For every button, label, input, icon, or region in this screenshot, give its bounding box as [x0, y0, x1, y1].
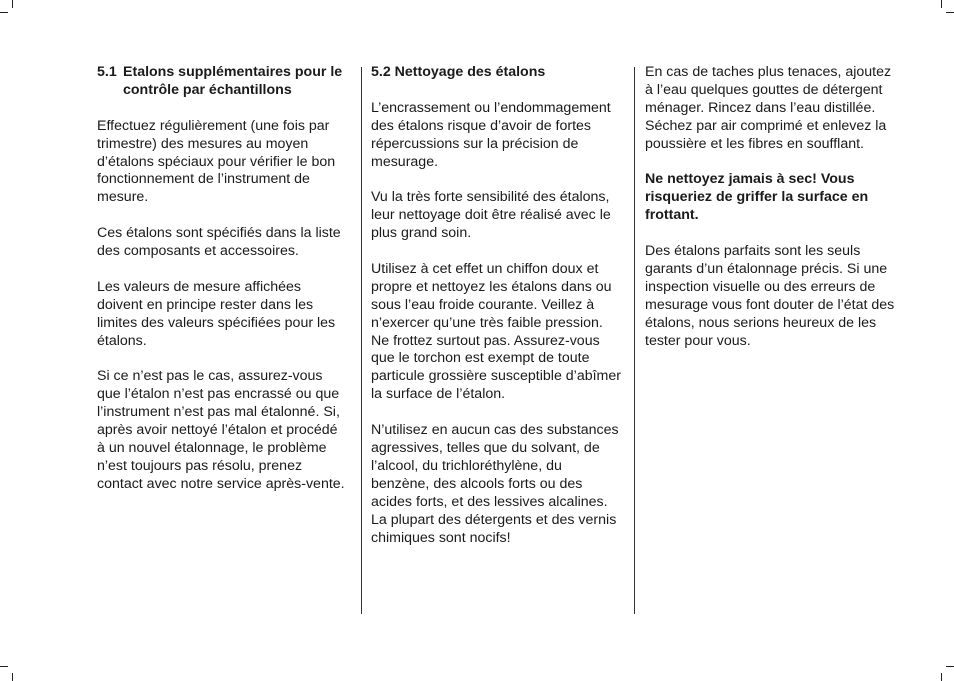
- crop-mark-top-left: [0, 12, 8, 13]
- section-5-1-number: 5.1: [97, 64, 117, 80]
- warning-text: Ne nettoyez jamais à sec! Vous risqueriez de griffer la surface en frottant.: [645, 171, 869, 224]
- column-section-5-2-continued: [645, 64, 895, 368]
- crop-mark-bottom-right: [941, 673, 942, 681]
- crop-mark-top-right: [941, 0, 942, 8]
- paragraph: Les valeurs de mesure affichées doivent en principe rester dans les limites des valeurs spécifiées pour les étalons.: [97, 278, 336, 349]
- crop-mark-top-left: [12, 0, 13, 8]
- paragraph: En cas de taches plus tenaces, ajoutez à l’eau quelques gouttes de détergent ménager. Rincez dans l’eau distillée. Séchez par air comprimé et enlevez la poussière et les fibres en soufflant.: [645, 64, 892, 152]
- paragraph: Des étalons parfaits sont les seuls garants d’un étalonnage précis. Si une inspection visuelle ou des erreurs de mesurage vous font douter de l’état des étalons, nous serions heureux de les tester pour vous.: [645, 243, 895, 349]
- column-divider: [634, 67, 635, 614]
- paragraph: N’utilisez en aucun cas des substances agressives, telles que du solvant, de l’alcool, du trichloréthylène, du benzène, des alcools forts ou des acides forts, et des lessives alcalines. La plupart des détergents et des vernis chimiques sont nocifs!: [371, 422, 619, 546]
- column-section-5-1: [97, 64, 347, 512]
- section-5-1-title: Etalons supplémentaires pour le contrôle par échantillons: [123, 64, 343, 98]
- paragraph: Vu la très forte sensibilité des étalons, leur nettoyage doit être réalisé avec le plus grand soin.: [371, 189, 611, 242]
- column-divider: [361, 67, 362, 614]
- crop-mark-bottom-right: [946, 666, 954, 667]
- crop-mark-top-right: [946, 12, 954, 13]
- paragraph: Ces étalons sont spécifiés dans la liste des composants et accessoires.: [97, 225, 341, 260]
- paragraph: L’encrassement ou l’endommagement des étalons risque d’avoir de fortes répercussions sur la précision de mesurage.: [371, 99, 611, 170]
- section-5-1-heading: [97, 64, 347, 100]
- paragraph: Si ce n’est pas le cas, assurez-vous que l’étalon n’est pas encrassé ou que l’instrument n’est pas mal étalonné. Si, après avoir nettoyé l’étalon et procédé à un nouvel étalonnage, le problème n’est toujours pas résolu, prenez contact avec notre service après-vente.: [97, 368, 345, 492]
- paragraph: Effectuez régulièrement (une fois par trimestre) des mesures au moyen d’étalons spéciaux pour vérifier le bon fonctionnement de l’instrument de mesure.: [97, 117, 336, 206]
- section-5-2-title: 5.2 Nettoyage des étalons: [371, 64, 546, 80]
- column-section-5-2: [371, 64, 621, 565]
- paragraph: Utilisez à cet effet un chiffon doux et propre et nettoyez les étalons dans ou sous l’eau froide courante. Veillez à n’exercer qu’une très faible pression. Ne frottez surtout pas. Assurez-vous que le torchon est exempt de toute particule grossière susceptible d’abîmer la surface de l’étalon.: [371, 260, 621, 403]
- crop-mark-bottom-left: [0, 666, 8, 667]
- crop-mark-bottom-left: [12, 673, 13, 681]
